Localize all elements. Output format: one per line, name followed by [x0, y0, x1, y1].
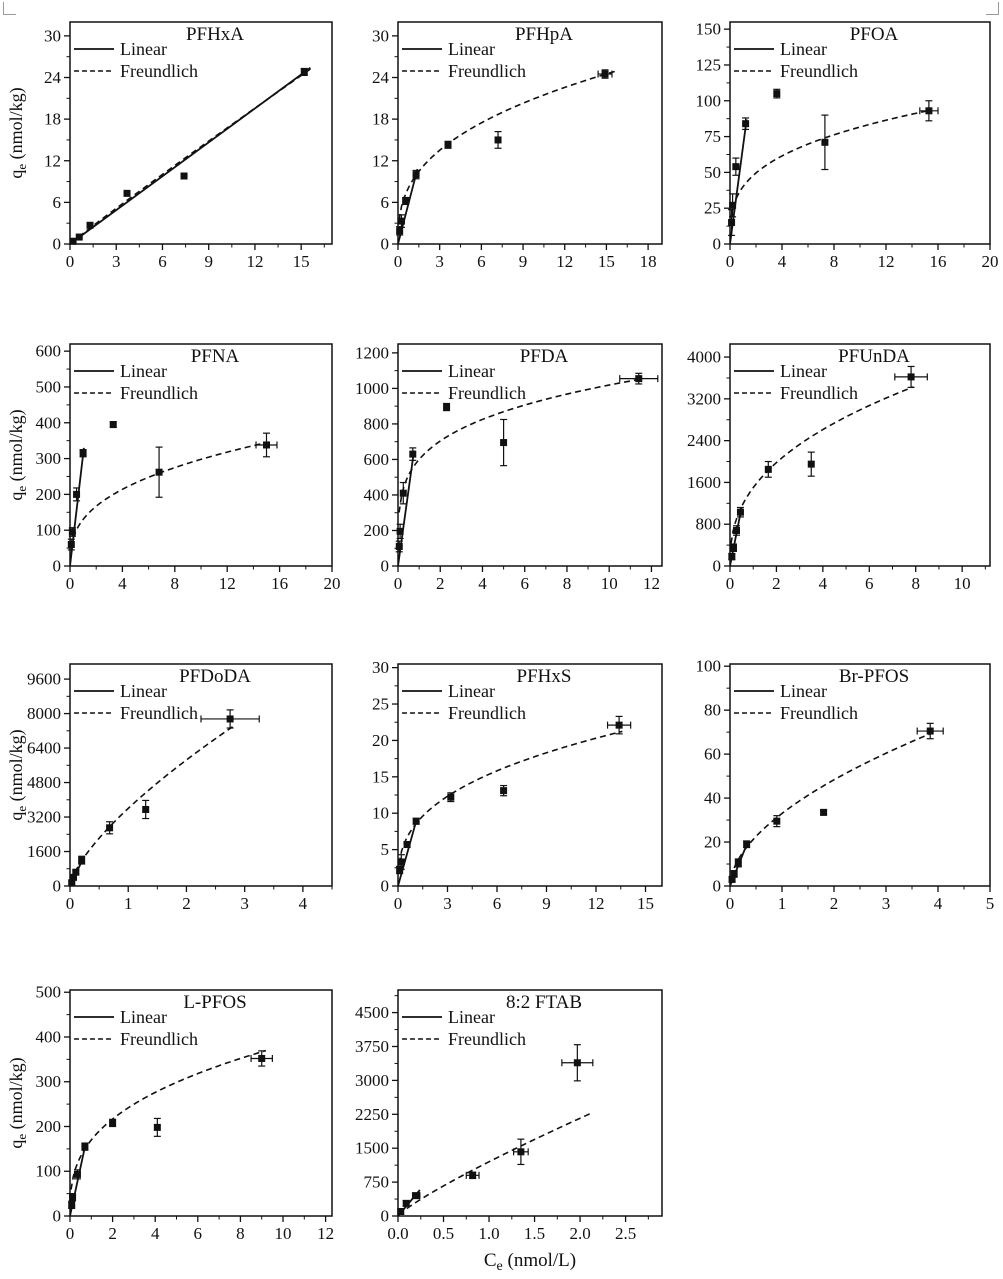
- svg-text:6: 6: [193, 1224, 203, 1243]
- data-point-marker: [808, 461, 815, 468]
- svg-text:0: 0: [65, 894, 75, 913]
- data-point-marker: [443, 404, 450, 411]
- svg-text:12: 12: [877, 252, 895, 271]
- svg-text:200: 200: [35, 1116, 61, 1136]
- data-point-marker: [74, 1171, 81, 1178]
- data-point-marker: [735, 859, 742, 866]
- svg-text:2: 2: [829, 894, 839, 913]
- svg-text:0: 0: [380, 556, 389, 576]
- data-point-marker: [733, 527, 740, 534]
- legend-linear-label: Linear: [780, 361, 827, 381]
- data-point-marker: [263, 441, 270, 448]
- data-point-marker: [731, 870, 738, 877]
- chart-title-PFDoDA: PFDoDA: [179, 666, 251, 687]
- freundlich-curve: [71, 442, 269, 547]
- legend-freundlich-label: Freundlich: [448, 1029, 526, 1049]
- svg-text:4800: 4800: [27, 773, 61, 793]
- y-axis-label: $q_e$ (nmol/kg): [6, 729, 29, 821]
- svg-text:4: 4: [777, 252, 787, 271]
- chart-title-Br-PFOS: Br-PFOS: [838, 666, 910, 687]
- svg-text:800: 800: [695, 514, 721, 534]
- data-point-marker: [413, 1192, 420, 1199]
- freundlich-curve: [399, 731, 622, 863]
- svg-text:8: 8: [829, 252, 839, 271]
- svg-text:25: 25: [704, 198, 721, 218]
- svg-text:15: 15: [637, 894, 654, 913]
- svg-text:3: 3: [435, 252, 444, 271]
- svg-text:400: 400: [35, 413, 61, 433]
- svg-text:75: 75: [704, 127, 721, 147]
- data-point-marker: [72, 869, 79, 876]
- legend-freundlich-label: Freundlich: [448, 383, 526, 403]
- svg-text:200: 200: [35, 484, 61, 504]
- svg-text:200: 200: [363, 520, 389, 540]
- subplot-pfhxs: [344, 648, 672, 920]
- svg-text:9600: 9600: [27, 669, 61, 689]
- data-point-marker: [574, 1059, 581, 1066]
- data-point-marker: [397, 528, 404, 535]
- svg-text:20: 20: [981, 252, 999, 271]
- data-point-marker: [69, 1194, 76, 1201]
- svg-text:18: 18: [44, 109, 61, 129]
- svg-text:3200: 3200: [687, 389, 721, 409]
- legend-freundlich-label: Freundlich: [780, 703, 858, 723]
- data-point-marker: [616, 722, 623, 729]
- svg-text:8: 8: [236, 1224, 245, 1243]
- svg-text:4: 4: [478, 574, 487, 593]
- x-axis-label: $C_e$ (nmol/L): [483, 1250, 577, 1274]
- svg-text:1.0: 1.0: [478, 1224, 500, 1243]
- svg-text:24: 24: [372, 68, 389, 87]
- svg-text:30: 30: [44, 26, 61, 46]
- subplot-pfna: [6, 328, 342, 600]
- chart-title-PFNA: PFNA: [190, 346, 240, 367]
- subplot-br-pfos: [676, 648, 1000, 920]
- data-point-marker: [110, 421, 117, 428]
- freundlich-curve: [71, 1051, 266, 1190]
- subplot-pfhxa: [6, 6, 342, 278]
- svg-text:3: 3: [240, 894, 249, 913]
- data-point-marker: [413, 171, 420, 178]
- data-point-marker: [495, 136, 502, 143]
- svg-text:6: 6: [520, 574, 529, 593]
- chart-title-PFHxS: PFHxS: [516, 666, 572, 687]
- svg-text:25: 25: [372, 694, 389, 714]
- svg-text:3200: 3200: [27, 807, 61, 827]
- svg-text:18: 18: [372, 109, 389, 129]
- svg-text:1: 1: [123, 894, 133, 913]
- svg-text:80: 80: [704, 700, 721, 720]
- chart-title-8:2 FTAB: 8:2 FTAB: [505, 992, 583, 1013]
- svg-text:4500: 4500: [355, 1003, 389, 1023]
- svg-text:0: 0: [380, 234, 389, 254]
- data-point-marker: [301, 68, 308, 75]
- data-point-marker: [106, 824, 113, 831]
- data-point-marker: [258, 1055, 265, 1062]
- svg-text:12: 12: [587, 894, 605, 913]
- svg-text:500: 500: [35, 982, 61, 1002]
- legend-freundlich-label: Freundlich: [120, 703, 198, 723]
- data-point-marker: [70, 238, 77, 245]
- svg-text:6: 6: [380, 192, 389, 212]
- svg-text:600: 600: [363, 449, 389, 469]
- svg-text:16: 16: [271, 574, 289, 593]
- subplot-pfhpa: [344, 6, 672, 278]
- data-point-marker: [742, 120, 749, 127]
- legend-linear-label: Linear: [448, 39, 495, 59]
- svg-text:0: 0: [725, 894, 735, 913]
- svg-text:10: 10: [953, 574, 971, 593]
- svg-text:5: 5: [380, 840, 389, 860]
- legend-linear-label: Linear: [120, 39, 167, 59]
- data-point-marker: [109, 1119, 116, 1126]
- chart-title-PFHxA: PFHxA: [185, 24, 245, 45]
- svg-text:6400: 6400: [27, 738, 61, 758]
- svg-text:0.5: 0.5: [432, 1224, 455, 1243]
- svg-text:9: 9: [518, 252, 528, 271]
- svg-text:0: 0: [393, 252, 403, 271]
- svg-text:100: 100: [695, 91, 721, 111]
- subplot-pfunda: [676, 328, 1000, 600]
- data-point-marker: [73, 491, 80, 498]
- svg-text:8000: 8000: [27, 704, 61, 724]
- svg-text:40: 40: [704, 788, 721, 808]
- svg-text:0: 0: [52, 876, 61, 896]
- data-point-marker: [728, 553, 735, 560]
- data-point-marker: [68, 1201, 75, 1208]
- data-point-marker: [181, 173, 188, 180]
- svg-text:2: 2: [182, 894, 191, 913]
- svg-text:6: 6: [492, 894, 502, 913]
- chart-canvas-PFHxA: [6, 6, 342, 278]
- svg-text:400: 400: [363, 485, 389, 505]
- legend-linear-label: Linear: [120, 681, 167, 701]
- freundlich-curve: [399, 71, 615, 219]
- svg-text:0.0: 0.0: [387, 1224, 409, 1243]
- data-point-marker: [743, 841, 750, 848]
- svg-text:15: 15: [597, 252, 615, 271]
- freundlich-curve: [399, 1113, 591, 1215]
- svg-text:12: 12: [372, 151, 389, 171]
- svg-text:100: 100: [35, 520, 61, 540]
- svg-text:8: 8: [170, 574, 180, 593]
- data-point-marker: [908, 373, 915, 380]
- svg-text:50: 50: [704, 162, 721, 182]
- chart-title-L-PFOS: L-PFOS: [183, 992, 247, 1013]
- data-point-marker: [396, 866, 403, 873]
- data-point-marker: [402, 197, 409, 204]
- svg-text:0: 0: [725, 574, 735, 593]
- svg-text:0: 0: [712, 876, 721, 896]
- data-point-marker: [500, 787, 507, 794]
- svg-text:8: 8: [911, 574, 920, 593]
- svg-text:150: 150: [695, 19, 721, 39]
- data-point-marker: [469, 1172, 476, 1179]
- svg-text:400: 400: [35, 1027, 61, 1047]
- svg-text:4000: 4000: [687, 347, 721, 367]
- svg-text:20: 20: [372, 730, 389, 750]
- svg-text:9: 9: [542, 894, 551, 913]
- legend-freundlich-label: Freundlich: [120, 61, 198, 81]
- svg-text:4: 4: [118, 574, 127, 593]
- legend-freundlich-label: Freundlich: [120, 1029, 198, 1049]
- data-point-marker: [81, 1143, 88, 1150]
- legend-freundlich-label: Freundlich: [120, 383, 198, 403]
- svg-text:2: 2: [435, 574, 445, 593]
- svg-text:9: 9: [204, 252, 213, 271]
- chart-canvas-8:2 FTAB: [344, 974, 672, 1274]
- svg-text:24: 24: [44, 68, 61, 87]
- data-point-marker: [729, 202, 736, 209]
- svg-text:10: 10: [600, 574, 618, 593]
- svg-text:12: 12: [556, 252, 574, 271]
- svg-text:0: 0: [380, 876, 389, 896]
- svg-text:12: 12: [317, 1224, 335, 1243]
- chart-title-PFHpA: PFHpA: [514, 24, 574, 45]
- linear-fit-line: [70, 448, 84, 566]
- subplot-l-pfos: [6, 974, 342, 1274]
- svg-text:0: 0: [712, 556, 721, 576]
- svg-text:300: 300: [35, 449, 61, 469]
- svg-text:30: 30: [372, 26, 389, 46]
- svg-text:15: 15: [372, 767, 389, 787]
- freundlich-curve: [731, 387, 913, 543]
- data-point-marker: [602, 71, 609, 78]
- svg-text:20: 20: [704, 832, 721, 852]
- svg-text:3: 3: [111, 252, 121, 271]
- legend-linear-label: Linear: [448, 361, 495, 381]
- data-point-marker: [396, 227, 403, 234]
- legend-freundlich-label: Freundlich: [448, 61, 526, 81]
- svg-text:60: 60: [704, 744, 721, 764]
- data-point-marker: [765, 466, 772, 473]
- freundlich-curve: [731, 111, 929, 218]
- svg-text:3: 3: [881, 894, 891, 913]
- legend-linear-label: Linear: [448, 1007, 495, 1027]
- svg-text:12: 12: [246, 252, 264, 271]
- data-point-marker: [156, 469, 163, 476]
- svg-text:750: 750: [363, 1172, 389, 1192]
- svg-text:4: 4: [818, 574, 828, 593]
- data-point-marker: [398, 218, 405, 225]
- data-point-marker: [730, 544, 737, 551]
- svg-text:30: 30: [372, 658, 389, 678]
- chart-title-PFUnDA: PFUnDA: [838, 346, 910, 367]
- subplot-pfoa: [676, 6, 1000, 278]
- legend-freundlich-label: Freundlich: [780, 61, 858, 81]
- chart-canvas-PFOA: [676, 6, 1000, 278]
- y-axis-label: $q_e$ (nmol/kg): [6, 409, 29, 501]
- data-point-marker: [773, 818, 780, 825]
- svg-text:20: 20: [323, 574, 341, 593]
- svg-text:5: 5: [985, 894, 995, 913]
- subplot-pfda: [344, 328, 672, 600]
- data-point-marker: [925, 107, 932, 114]
- svg-text:0: 0: [712, 234, 721, 254]
- data-point-marker: [68, 541, 75, 548]
- chart-canvas-L-PFOS: [6, 974, 342, 1274]
- svg-text:0: 0: [52, 556, 61, 576]
- data-point-marker: [445, 141, 452, 148]
- data-point-marker: [737, 509, 744, 516]
- svg-text:12: 12: [218, 574, 236, 593]
- svg-text:0: 0: [52, 234, 61, 254]
- svg-text:1.5: 1.5: [523, 1224, 546, 1243]
- svg-text:12: 12: [44, 151, 61, 171]
- data-point-marker: [227, 715, 234, 722]
- data-point-marker: [820, 809, 827, 816]
- svg-text:8: 8: [562, 574, 572, 593]
- y-axis-label: $q_e$ (nmol/kg): [6, 1057, 29, 1149]
- data-point-marker: [413, 818, 420, 825]
- svg-text:6: 6: [158, 252, 167, 271]
- freundlich-curve: [71, 726, 233, 881]
- chart-canvas-PFUnDA: [676, 328, 1000, 600]
- svg-text:1600: 1600: [27, 842, 61, 862]
- chart-canvas-PFNA: [6, 328, 342, 600]
- svg-text:4: 4: [298, 894, 308, 913]
- svg-text:15: 15: [292, 252, 310, 271]
- chart-canvas-PFHxS: [344, 648, 672, 920]
- svg-text:2.0: 2.0: [569, 1224, 591, 1243]
- svg-text:2400: 2400: [687, 431, 721, 451]
- chart-canvas-PFDA: [344, 328, 672, 600]
- svg-text:3000: 3000: [355, 1070, 389, 1090]
- legend-linear-label: Linear: [780, 39, 827, 59]
- data-point-marker: [403, 1200, 410, 1207]
- svg-text:10: 10: [274, 1224, 292, 1243]
- freundlich-curve: [731, 733, 933, 878]
- svg-text:1500: 1500: [355, 1138, 389, 1158]
- svg-text:1200: 1200: [355, 343, 389, 363]
- data-point-marker: [447, 794, 454, 801]
- y-axis-label: $q_e$ (nmol/kg): [6, 87, 29, 179]
- svg-text:1600: 1600: [687, 472, 721, 492]
- svg-text:2.5: 2.5: [614, 1224, 637, 1243]
- svg-text:2250: 2250: [355, 1104, 389, 1124]
- data-point-marker: [124, 190, 131, 197]
- svg-text:100: 100: [35, 1161, 61, 1181]
- legend-freundlich-label: Freundlich: [780, 383, 858, 403]
- data-point-marker: [635, 375, 642, 382]
- svg-text:0: 0: [65, 252, 75, 271]
- svg-text:2: 2: [108, 1224, 117, 1243]
- data-point-marker: [76, 234, 83, 241]
- data-point-marker: [69, 528, 76, 535]
- data-point-marker: [927, 728, 934, 735]
- svg-text:0: 0: [380, 1206, 389, 1226]
- svg-text:2: 2: [772, 574, 781, 593]
- svg-text:0: 0: [393, 894, 403, 913]
- svg-text:500: 500: [35, 377, 61, 397]
- data-point-marker: [732, 163, 739, 170]
- svg-text:0: 0: [65, 1224, 75, 1243]
- svg-text:10: 10: [372, 803, 389, 823]
- legend-linear-label: Linear: [120, 361, 167, 381]
- svg-text:6: 6: [865, 574, 874, 593]
- svg-text:300: 300: [35, 1072, 61, 1092]
- data-point-marker: [409, 451, 416, 458]
- subplot-82-ftab: [344, 974, 672, 1274]
- svg-text:800: 800: [363, 414, 389, 434]
- svg-text:12: 12: [642, 574, 660, 593]
- svg-text:0: 0: [393, 574, 403, 593]
- data-point-marker: [404, 841, 411, 848]
- data-point-marker: [500, 439, 507, 446]
- data-point-marker: [398, 858, 405, 865]
- svg-text:6: 6: [477, 252, 486, 271]
- chart-canvas-PFHpA: [344, 6, 672, 278]
- data-point-marker: [397, 1208, 404, 1215]
- data-point-marker: [773, 90, 780, 97]
- svg-text:3750: 3750: [355, 1037, 389, 1056]
- chart-canvas-PFDoDA: [6, 648, 342, 920]
- svg-text:1000: 1000: [355, 378, 389, 398]
- linear-fit-line: [70, 68, 310, 244]
- svg-text:4: 4: [933, 894, 943, 913]
- data-point-marker: [396, 543, 403, 550]
- data-point-marker: [821, 139, 828, 146]
- data-point-marker: [80, 450, 87, 457]
- data-point-marker: [87, 222, 94, 229]
- svg-text:4: 4: [150, 1224, 160, 1243]
- svg-text:3: 3: [443, 894, 452, 913]
- data-point-marker: [142, 806, 149, 813]
- legend-freundlich-label: Freundlich: [448, 703, 526, 723]
- svg-text:100: 100: [695, 656, 721, 676]
- data-point-marker: [78, 857, 85, 864]
- data-point-marker: [728, 219, 735, 226]
- legend-linear-label: Linear: [120, 1007, 167, 1027]
- data-point-marker: [517, 1148, 524, 1155]
- subplot-pfdoda: [6, 648, 342, 920]
- svg-text:125: 125: [695, 55, 721, 75]
- data-point-marker: [154, 1124, 161, 1131]
- chart-title-PFOA: PFOA: [849, 24, 899, 45]
- svg-text:0: 0: [52, 1206, 61, 1226]
- svg-text:0: 0: [725, 252, 735, 271]
- legend-linear-label: Linear: [780, 681, 827, 701]
- svg-text:6: 6: [52, 192, 61, 212]
- data-point-marker: [400, 490, 407, 497]
- chart-title-PFDA: PFDA: [519, 346, 569, 367]
- legend-linear-label: Linear: [448, 681, 495, 701]
- svg-text:600: 600: [35, 341, 61, 361]
- svg-text:18: 18: [639, 252, 657, 271]
- svg-text:1: 1: [777, 894, 787, 913]
- svg-text:0: 0: [65, 574, 75, 593]
- chart-canvas-Br-PFOS: [676, 648, 1000, 920]
- svg-text:16: 16: [929, 252, 947, 271]
